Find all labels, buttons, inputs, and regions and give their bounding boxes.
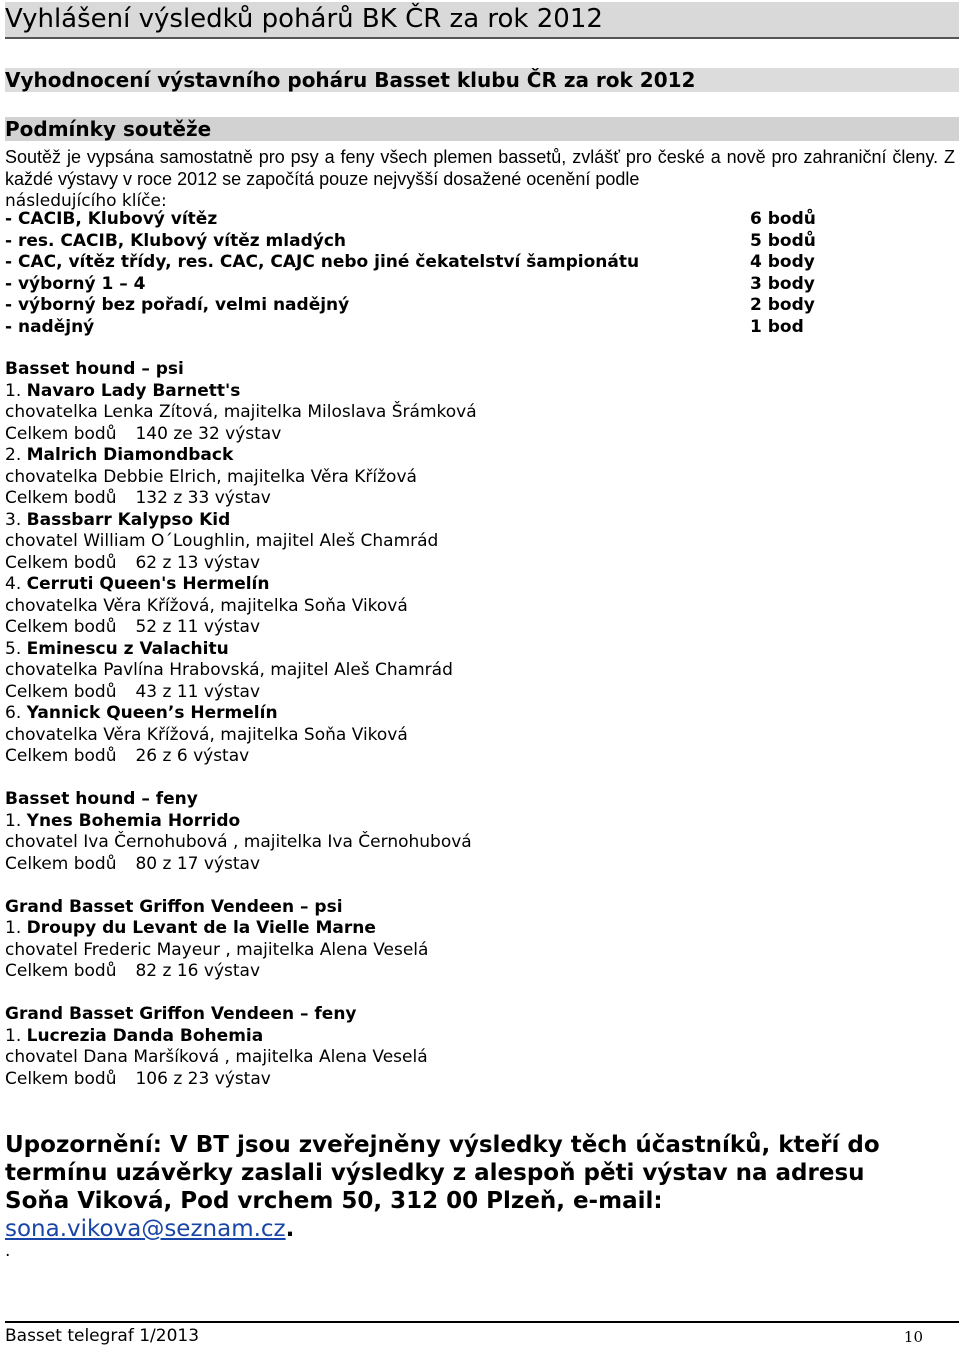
total-label: Celkem bodů <box>5 961 117 981</box>
points-total <box>5 682 959 704</box>
points-total <box>5 1069 959 1091</box>
points-value: 5 bodů <box>750 230 816 251</box>
rank: 6. <box>5 703 22 723</box>
points-total <box>5 488 959 510</box>
breeder-owner: chovatel William O´Loughlin, majitel Aleš Chamrád <box>5 531 439 551</box>
points-total <box>5 553 959 575</box>
page-number: 10 <box>903 1328 923 1346</box>
breeder-owner: chovatelka Lenka Zítová, majitelka Miloslava Šrámková <box>5 402 477 422</box>
total-value: 80 z 17 výstav <box>135 853 261 874</box>
points-total <box>5 424 959 446</box>
breed-section-title: Basset hound – psi <box>5 359 184 379</box>
total-label: Celkem bodů <box>5 746 117 766</box>
dog-name: Eminescu z Valachitu <box>26 638 229 659</box>
rank: 1. <box>5 1025 22 1046</box>
points-row <box>5 317 959 339</box>
intro-tail: následujícího klíče: <box>5 191 167 211</box>
points-label: - výborný 1 – 4 <box>5 273 146 294</box>
notice-address: Soňa Viková, Pod vrchem 50, 312 00 Plzeň, e-mail: <box>5 1188 663 1214</box>
points-value: 4 body <box>750 252 815 273</box>
total-label: Celkem bodů <box>5 423 117 444</box>
section-spacer <box>5 768 959 790</box>
breeder-owner: chovatelka Věra Křížová, majitelka Soňa Viková <box>5 724 408 745</box>
intro-paragraph: Soutěž je vypsána samostatně pro psy a feny všech plemen bassetů, zvlášť pro české a nově pro zahraniční členy. Z každé výstavy v roce 2012 se započítá pouze nejvyšší dosažené ocenění podle <box>5 147 955 189</box>
points-value: 6 bodů <box>750 209 816 229</box>
points-label: - CAC, vítěz třídy, res. CAC, CAJC nebo jiné čekatelství šampionátu <box>5 252 640 273</box>
dog-name: Yannick Queen’s Hermelín <box>26 703 278 723</box>
rank: 1. <box>5 810 22 831</box>
total-label: Celkem bodů <box>5 1068 117 1089</box>
points-label: - res. CACIB, Klubový vítěz mladých <box>5 230 347 251</box>
dog-name: Cerruti Queen's Hermelín <box>26 574 270 594</box>
dog-entry-heading <box>5 639 959 661</box>
points-label: - nadějný <box>5 316 95 337</box>
total-label: Celkem bodů <box>5 681 117 702</box>
total-value: 82 z 16 výstav <box>135 961 261 981</box>
points-row <box>5 231 959 253</box>
dog-name: Malrich Diamondback <box>26 445 234 465</box>
points-row <box>5 295 959 317</box>
notice-line: Upozornění: V BT jsou zveřejněny výsledky těch účastníků, kteří do <box>5 1132 880 1158</box>
dog-entry-heading <box>5 1026 959 1048</box>
breeder-owner: chovatel Iva Černohubová , majitelka Iva Černohubová <box>5 832 472 852</box>
points-value: 1 bod <box>750 316 804 337</box>
section-heading: Vyhodnocení výstavního poháru Basset klubu ČR za rok 2012 <box>5 68 959 92</box>
rank: 1. <box>5 380 22 401</box>
page-footer <box>5 1321 959 1349</box>
email-link[interactable]: sona.vikova@seznam.cz <box>5 1216 286 1242</box>
breeder-owner: chovatelka Věra Křížová, majitelka Soňa Viková <box>5 595 408 616</box>
notice-block <box>5 1131 959 1259</box>
total-label: Celkem bodů <box>5 552 117 573</box>
breed-section-title: Basset hound – feny <box>5 789 198 809</box>
footer-publication: Basset telegraf 1/2013 <box>5 1326 200 1346</box>
rank: 3. <box>5 509 22 530</box>
total-value: 43 z 11 výstav <box>135 681 261 702</box>
total-value: 140 ze 32 výstav <box>135 423 282 444</box>
rank: 4. <box>5 574 22 594</box>
points-row <box>5 252 959 274</box>
dog-entry-heading <box>5 445 959 467</box>
breeder-owner: chovatelka Pavlína Hrabovská, majitel Aleš Chamrád <box>5 660 453 680</box>
rank: 2. <box>5 445 22 465</box>
breed-section-title: Grand Basset Griffon Vendeen – feny <box>5 1004 357 1024</box>
total-label: Celkem bodů <box>5 853 117 874</box>
total-label: Celkem bodů <box>5 488 117 508</box>
dog-name: Lucrezia Danda Bohemia <box>26 1025 264 1046</box>
conditions-heading: Podmínky soutěže <box>5 117 959 141</box>
points-row <box>5 274 959 296</box>
dog-entry-heading <box>5 574 959 596</box>
section-spacer <box>5 983 959 1005</box>
dog-entry-heading <box>5 510 959 532</box>
points-total <box>5 961 959 983</box>
dog-name: Navaro Lady Barnett's <box>26 380 241 401</box>
breeder-owner: chovatelka Debbie Elrich, majitelka Věra Křížová <box>5 466 417 487</box>
dog-name: Bassbarr Kalypso Kid <box>26 509 231 530</box>
results-list <box>5 359 959 1090</box>
notice-trailing-dot: . <box>5 1241 11 1261</box>
total-value: 132 z 33 výstav <box>135 488 271 508</box>
points-label: - výborný bez pořadí, velmi nadějný <box>5 295 350 316</box>
breeder-owner: chovatel Dana Maršíková , majitelka Alena Veselá <box>5 1047 428 1067</box>
dog-entry-heading <box>5 811 959 833</box>
points-value: 3 body <box>750 273 815 294</box>
points-total <box>5 746 959 768</box>
dog-name: Droupy du Levant de la Vielle Marne <box>26 918 376 938</box>
total-label: Celkem bodů <box>5 617 117 637</box>
section-spacer <box>5 875 959 897</box>
notice-suffix: . <box>285 1216 295 1242</box>
total-value: 62 z 13 výstav <box>135 552 261 573</box>
rank: 5. <box>5 638 22 659</box>
total-value: 26 z 6 výstav <box>135 746 250 766</box>
dog-entry-heading <box>5 381 959 403</box>
dog-entry-heading <box>5 918 959 940</box>
dog-name: Ynes Bohemia Horrido <box>26 810 241 831</box>
points-row <box>5 209 959 231</box>
breed-section-title: Grand Basset Griffon Vendeen – psi <box>5 896 343 917</box>
notice-line <box>5 1187 959 1243</box>
total-value: 52 z 11 výstav <box>135 617 261 637</box>
breeder-owner: chovatel Frederic Mayeur , majitelka Alena Veselá <box>5 939 429 960</box>
points-value: 2 body <box>750 295 815 316</box>
rank: 1. <box>5 918 22 938</box>
page-banner-title: Vyhlášení výsledků pohárů BK ČR za rok 2012 <box>5 2 959 39</box>
total-value: 106 z 23 výstav <box>135 1068 271 1089</box>
notice-line: termínu uzávěrky zaslali výsledky z alespoň pěti výstav na adresu <box>5 1160 865 1186</box>
points-label: - CACIB, Klubový vítěz <box>5 209 218 229</box>
points-table <box>5 209 959 339</box>
dog-entry-heading <box>5 703 959 725</box>
points-total <box>5 617 959 639</box>
points-total <box>5 854 959 876</box>
